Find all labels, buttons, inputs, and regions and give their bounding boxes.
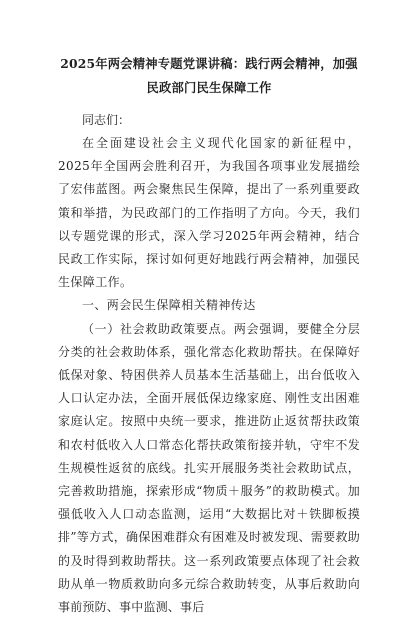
body-paragraph-social-assistance: （一）社会救助政策要点。两会强调，要健全分层分类的社会救助体系，强化常态化救助帮扶。在保障好低保对象、特困供养人员基本生活基础上，出台低收入人口认定办法，全面开展低保边缘家庭、刚性支出困难家庭认定。按照中央统一要求，推进防止返贫帮扶政策和农村低收入人口常态化帮扶政策衔接并轨，守牢不发生规模性返贫的底线。扎实开展服务类社会救助试点，完善救助措施，探索形成“物质＋服务”的救助模式。加强低收入人口动态监测，运用“大数据比对＋铁脚板摸排”等方式，确保困难群众有困难及时被发现、需要救助的及时得到救助帮扶。这一系列政策要点体现了社会救助从单一物质救助向多元综合救助转变，从事后救助向事前预防、事中监测、事后 (58, 321, 360, 615)
body-paragraph-intro: 在全面建设社会主义现代化国家的新征程中，2025年全国两会胜利召开，为我国各项事业发展描绘了宏伟蓝图。两会聚焦民生保障，提出了一系列重要政策和举措，为民政部门的工作指明了方向。今天，我们以专题党课的形式，深入学习2025年两会精神，结合民政工作实际，探讨如何更好地践行两会精神，加强民生保障工作。 (58, 136, 360, 290)
greeting: 同志们： (82, 113, 131, 127)
section-heading: 一、两会民生保障相关精神传达 (82, 298, 256, 313)
document-title: 2025年两会精神专题党课讲稿：践行两会精神，加强民政部门民生保障工作 (60, 56, 358, 95)
